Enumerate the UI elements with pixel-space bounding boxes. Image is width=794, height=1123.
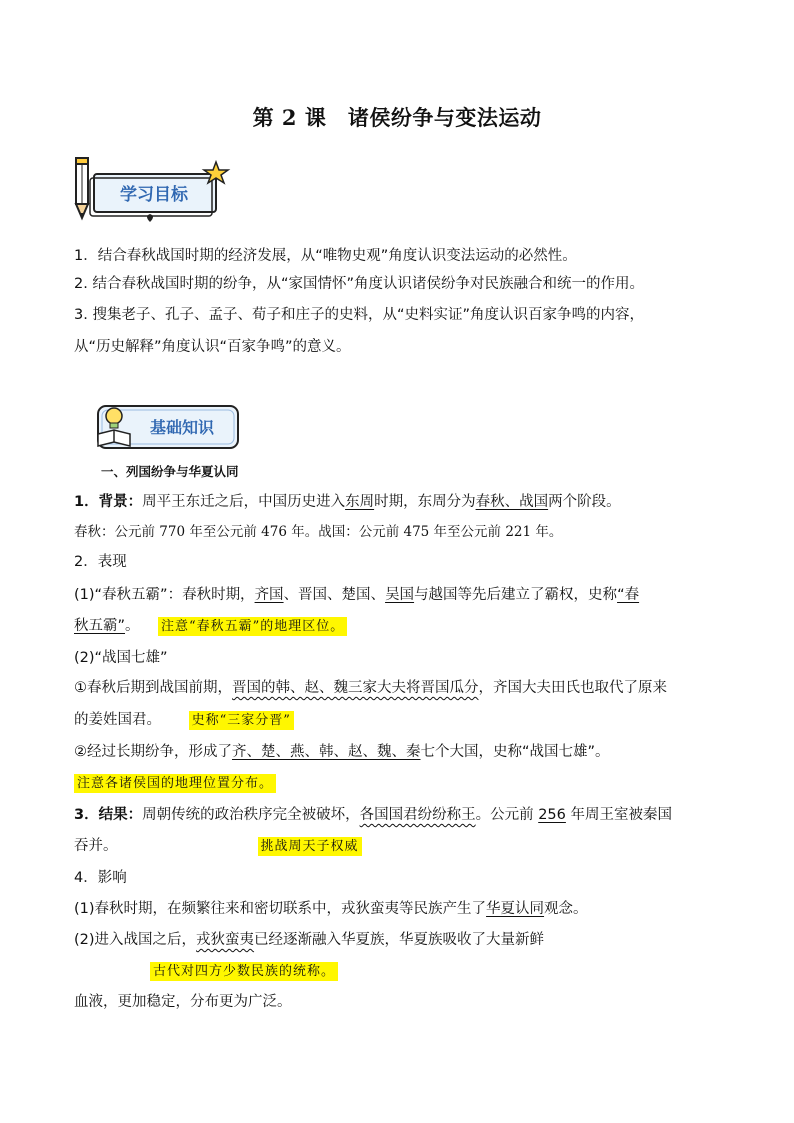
learning-goal-badge xyxy=(68,156,236,230)
goal-3: 3. 搜集老子、孔子、孟子、荀子和庄子的史料，从“史料实证”角度认识百家争鸣的内容， xyxy=(74,307,644,323)
seven-states-note xyxy=(74,767,734,800)
manifestation-heading: 2．表现 xyxy=(74,554,127,570)
background-note: 春秋：公元前 770 年至公元前 476 年。战国：公元前 475 年至公元前 221 年。 xyxy=(74,524,563,540)
badge-goal-label: 学习目标 xyxy=(120,185,188,205)
five-hegemons-cont: 秋五霸”。 注意“春秋五霸”的地理区位。 xyxy=(74,610,734,643)
partition-cont: 的姜姓国君。 史称“三家分晋” xyxy=(74,704,734,737)
impact-2-cont: 血液，更加稳定，分布更为广泛。 xyxy=(74,994,292,1010)
basic-knowledge-badge xyxy=(94,400,244,456)
result-paragraph: 3．结果：周朝传统的政治秩序完全被破坏，各国国君纷纷称王。公元前 256 年周王室被秦国 xyxy=(74,807,672,823)
seven-states-paragraph: ②经过长期纷争，形成了齐、楚、燕、韩、赵、魏、秦七个大国，史称“战国七雄”。 xyxy=(74,744,610,760)
section-heading-1: 一、列国纷争与华夏认同 xyxy=(101,464,239,479)
goal-2: 2. 结合春秋战国时期的纷争，从“家国情怀”角度认识诸侯纷争对民族融合和统一的作用。 xyxy=(74,276,644,292)
pencil-icon xyxy=(76,158,88,218)
impact-heading: 4．影响 xyxy=(74,870,127,886)
result-cont: 吞并。 挑战周天子权威 xyxy=(74,830,734,863)
note-highlight: 史称“三家分晋” xyxy=(189,711,294,730)
seven-states-heading: (2)“战国七雄” xyxy=(74,650,168,666)
note-highlight: 古代对四方少数民族的统称。 xyxy=(150,962,338,981)
heart-icon xyxy=(147,214,153,222)
five-hegemons-paragraph: (1)“春秋五霸”：春秋时期，齐国、晋国、楚国、吴国与越国等先后建立了霸权，史称“春 xyxy=(74,587,640,603)
badge-knowledge-label: 基础知识 xyxy=(149,418,215,437)
goal-3-cont: 从“历史解释”角度认识“百家争鸣”的意义。 xyxy=(74,339,351,355)
partition-paragraph: ①春秋后期到战国前期，晋国的韩、赵、魏三家大夫将晋国瓜分，齐国大夫田氏也取代了原来 xyxy=(74,680,667,696)
page-title: 第 2 课 诸侯纷争与变法运动 xyxy=(252,105,542,130)
impact-2: (2)进入战国之后，戎狄蛮夷已经逐渐融入华夏族，华夏族吸收了大量新鲜 xyxy=(74,932,545,948)
note-highlight: 注意各诸侯国的地理位置分布。 xyxy=(74,774,276,793)
impact-1: (1)春秋时期，在频繁往来和密切联系中，戎狄蛮夷等民族产生了华夏认同观念。 xyxy=(74,901,588,917)
note-highlight: 注意“春秋五霸”的地理区位。 xyxy=(158,617,347,636)
impact-2-note xyxy=(150,955,794,988)
goal-1: 1．结合春秋战国时期的经济发展，从“唯物史观”角度认识变法运动的必然性。 xyxy=(74,248,577,264)
note-highlight: 挑战周天子权威 xyxy=(258,837,362,856)
background-paragraph: 1．背景：周平王东迁之后，中国历史进入东周时期，东周分为春秋、战国两个阶段。 xyxy=(74,494,621,510)
